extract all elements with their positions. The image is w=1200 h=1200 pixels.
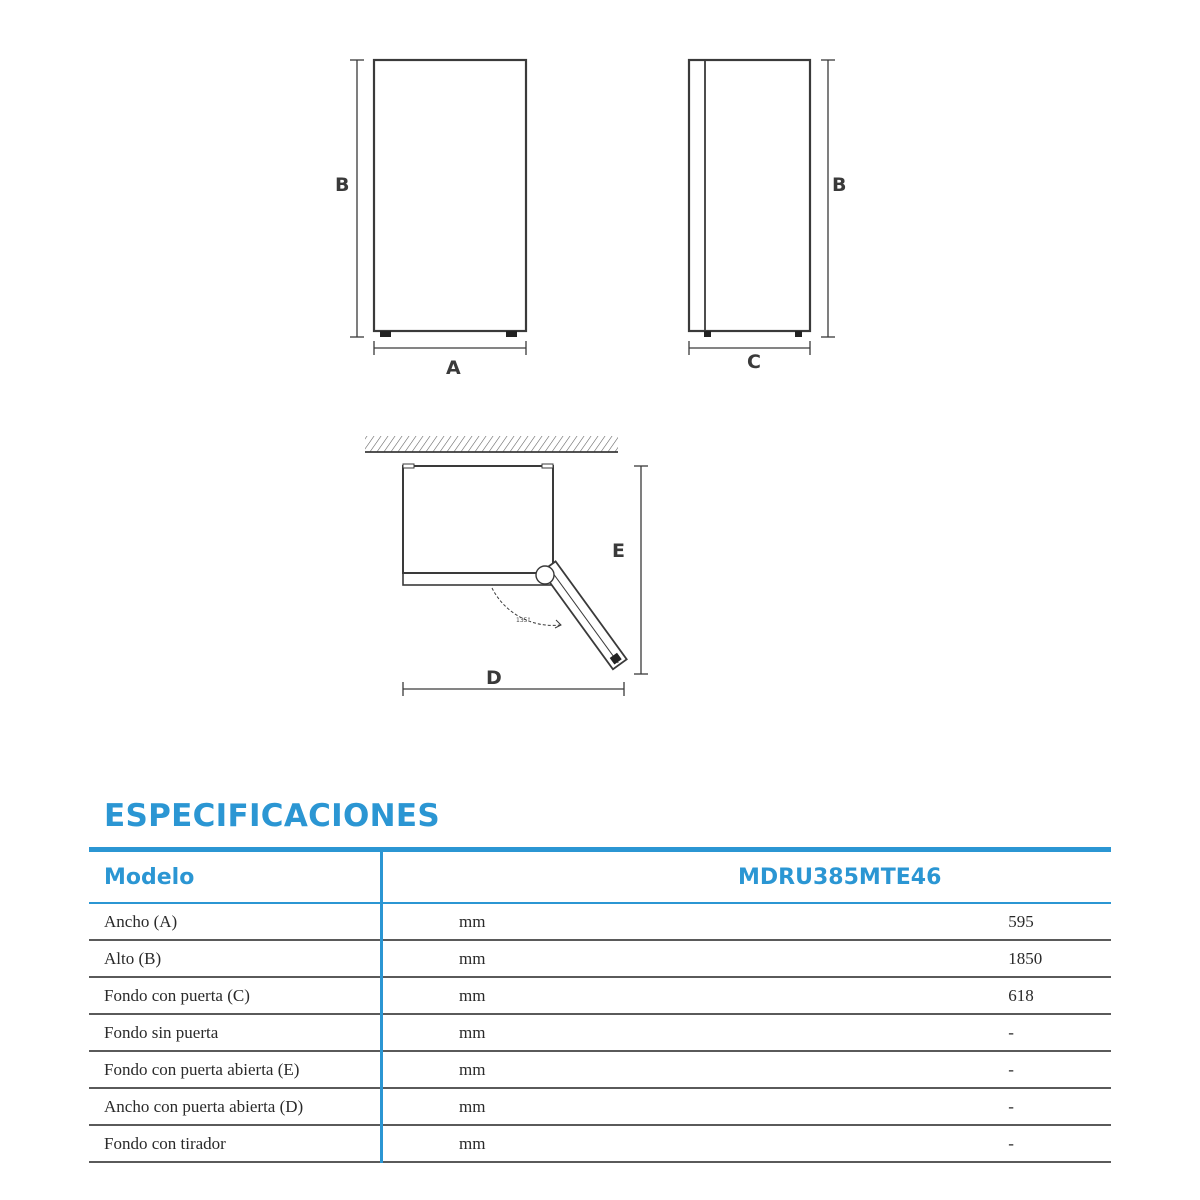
row-label: Alto (B) — [89, 940, 382, 977]
row-value: - — [746, 1125, 1111, 1162]
table-row — [89, 1014, 1111, 1051]
side-view-body — [689, 60, 810, 331]
row-unit: mm — [382, 940, 747, 977]
front-view-foot-right — [506, 331, 517, 337]
row-value: 618 — [746, 977, 1111, 1014]
table-row — [89, 977, 1111, 1014]
front-view — [350, 60, 526, 355]
row-label: Fondo con tirador — [89, 1125, 382, 1162]
table-row — [89, 1051, 1111, 1088]
row-label: Fondo sin puerta — [89, 1014, 382, 1051]
row-unit: mm — [382, 977, 747, 1014]
top-view — [365, 436, 648, 696]
front-view-body — [374, 60, 526, 331]
table-row — [89, 903, 1111, 940]
top-depth-label: E — [612, 540, 625, 562]
side-view — [689, 60, 835, 355]
door-hinge — [536, 566, 554, 584]
side-view-foot-right — [795, 331, 802, 337]
top-view-door-closed-strip — [403, 573, 553, 585]
front-view-foot-left — [380, 331, 391, 337]
front-height-label: B — [335, 174, 350, 196]
row-value: - — [746, 1014, 1111, 1051]
row-value: - — [746, 1088, 1111, 1125]
row-label: Fondo con puerta (C) — [89, 977, 382, 1014]
wall-hatching — [365, 436, 618, 452]
row-value: 595 — [746, 903, 1111, 940]
table-row — [89, 1125, 1111, 1162]
row-label: Fondo con puerta abierta (E) — [89, 1051, 382, 1088]
row-unit: mm — [382, 1125, 747, 1162]
model-name: MDRU385MTE46 — [382, 850, 1112, 904]
row-unit: mm — [382, 1014, 747, 1051]
row-label: Ancho (A) — [89, 903, 382, 940]
table-row — [89, 940, 1111, 977]
row-value: 1850 — [746, 940, 1111, 977]
specs-title: ESPECIFICACIONES — [104, 798, 441, 834]
side-depth-label: C — [747, 351, 761, 373]
side-view-foot-left — [704, 331, 711, 337]
door-angle-label: 135° — [516, 617, 531, 624]
row-unit: mm — [382, 1088, 747, 1125]
top-width-label: D — [486, 667, 502, 689]
top-view-open-door — [542, 561, 627, 669]
side-height-label: B — [832, 174, 847, 196]
row-label: Ancho con puerta abierta (D) — [89, 1088, 382, 1125]
front-width-label: A — [446, 357, 461, 379]
row-value: - — [746, 1051, 1111, 1088]
model-header-label: Modelo — [89, 850, 382, 904]
specs-table — [89, 847, 1111, 1163]
row-unit: mm — [382, 1051, 747, 1088]
top-view-body — [403, 466, 553, 573]
row-unit: mm — [382, 903, 747, 940]
table-row — [89, 1088, 1111, 1125]
specs-header-row — [89, 850, 1111, 904]
